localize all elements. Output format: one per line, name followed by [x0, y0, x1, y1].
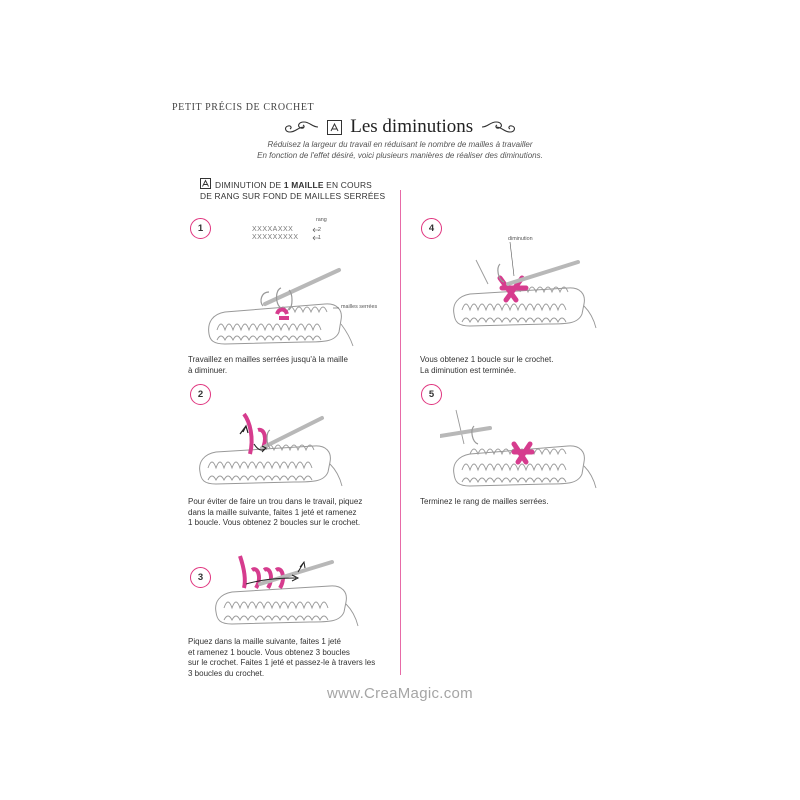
watermark: www.CreaMagic.com — [327, 685, 473, 702]
step-number-2: 2 — [190, 384, 211, 405]
step-1-caption: Travaillez en mailles serrées jusqu'à la maille à diminuer. — [188, 355, 348, 375]
stitch-chart-row-1: XXXXXXXXX — [252, 234, 299, 241]
step-2-caption: Pour éviter de faire un trou dans le travail, piquez dans la maille suivante, faites 1 jeté et ramenez 1 boucle. Vous obtenez 2 boucles sur le crochet. — [188, 497, 363, 527]
subtitle-line-1: Réduisez la largeur du travail en réduisant le nombre de mailles à travailler — [267, 140, 533, 149]
stitch-chart-row-2: XXXXAXXX — [252, 226, 294, 233]
ornament-left-icon — [282, 120, 322, 134]
step-5-illustration — [440, 400, 600, 490]
step-number-1: 1 — [190, 218, 211, 239]
chart-label-rang: rang — [316, 217, 327, 223]
section-heading-line2: DE RANG SUR FOND DE MAILLES SERRÉES — [200, 191, 386, 201]
step-3-illustration — [212, 548, 362, 628]
running-head: PETIT PRÉCIS DE CROCHET — [172, 102, 315, 113]
step-5-caption: Terminez le rang de mailles serrées. — [420, 497, 549, 506]
step-number-4: 4 — [421, 218, 442, 239]
step-number-5: 5 — [421, 384, 442, 405]
section-heading-pre: DIMINUTION DE — [215, 180, 284, 190]
step-1-illustration — [205, 262, 355, 347]
ornament-right-icon — [478, 120, 518, 134]
decrease-symbol-icon — [327, 120, 342, 135]
title-row — [0, 116, 800, 138]
step-number-3: 3 — [190, 567, 211, 588]
column-divider — [400, 190, 401, 675]
section-heading-post: EN COURS — [323, 180, 372, 190]
label-diminution: diminution — [508, 236, 533, 242]
step-4-caption: Vous obtenez 1 boucle sur le crochet. La diminution est terminée. — [420, 355, 554, 375]
section-heading — [200, 178, 385, 202]
step-3-caption: Piquez dans la maille suivante, faites 1 jeté et ramenez 1 boucle. Vous obtenez 3 boucles sur le crochet. Faites 1 jeté et passez-le à travers les 3 boucles du crochet. — [188, 637, 376, 678]
chart-row-2-label: 2 — [318, 227, 321, 233]
page-title: Les diminutions — [350, 116, 474, 137]
decrease-symbol-icon — [200, 178, 211, 189]
label-mailles-serrees: mailles serrées — [341, 304, 378, 310]
chart-row-1-label: 1 — [318, 235, 321, 241]
subtitle-line-2: En fonction de l'effet désiré, voici plusieurs manières de réaliser des diminutions. — [257, 151, 543, 160]
step-2-illustration — [196, 408, 346, 488]
row-arrows-icon — [312, 227, 320, 241]
step-4-illustration — [450, 240, 600, 330]
section-heading-bold: 1 MAILLE — [283, 180, 324, 190]
